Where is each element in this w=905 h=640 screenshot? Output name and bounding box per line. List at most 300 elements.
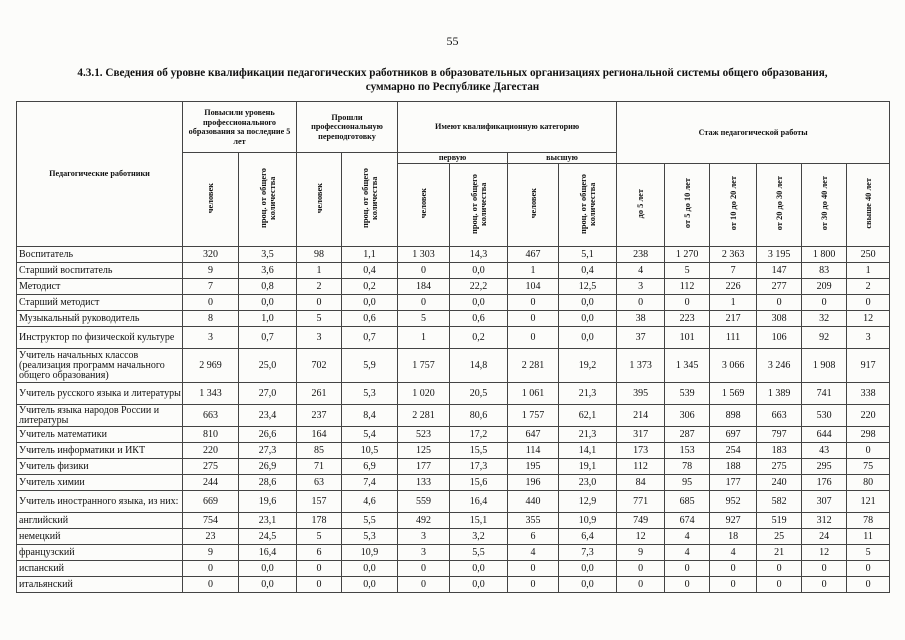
table-cell: 19,6 xyxy=(239,491,297,513)
table-cell: 0 xyxy=(757,295,802,311)
table-cell: 1 020 xyxy=(398,383,450,405)
table-cell: 3 xyxy=(617,279,665,295)
table-cell: 0 xyxy=(508,577,559,593)
table-cell: 157 xyxy=(297,491,342,513)
table-cell: 663 xyxy=(183,405,239,427)
table-cell: 810 xyxy=(183,427,239,443)
table-cell: 26,9 xyxy=(239,459,297,475)
table-cell: 220 xyxy=(183,443,239,459)
table-cell: 1 303 xyxy=(398,247,450,263)
table-cell: 355 xyxy=(508,513,559,529)
table-cell: 21 xyxy=(757,545,802,561)
table-cell: 0 xyxy=(802,295,847,311)
table-cell: 0 xyxy=(398,561,450,577)
table-cell: 287 xyxy=(665,427,710,443)
table-cell: 196 xyxy=(508,475,559,491)
row-label: Учитель химии xyxy=(17,475,183,491)
table-cell: 10,5 xyxy=(342,443,398,459)
table-cell: 308 xyxy=(757,311,802,327)
table-cell: 226 xyxy=(710,279,757,295)
table-cell: 23,4 xyxy=(239,405,297,427)
table-cell: 0 xyxy=(297,295,342,311)
table-cell: 23,1 xyxy=(239,513,297,529)
table-cell: 0 xyxy=(183,577,239,593)
table-cell: 317 xyxy=(617,427,665,443)
table-row xyxy=(17,263,890,279)
table-cell: 5,5 xyxy=(450,545,508,561)
row-label: французский xyxy=(17,545,183,561)
table-cell: 5 xyxy=(297,529,342,545)
table-cell: 3,2 xyxy=(450,529,508,545)
table-cell: 1 373 xyxy=(617,349,665,383)
table-cell: 741 xyxy=(802,383,847,405)
table-cell: 4 xyxy=(665,545,710,561)
table-cell: 0,0 xyxy=(342,577,398,593)
row-label: Инструктор по физической культуре xyxy=(17,327,183,349)
table-cell: 530 xyxy=(802,405,847,427)
row-label: Учитель математики xyxy=(17,427,183,443)
table-cell: 9 xyxy=(617,545,665,561)
table-cell: 0,0 xyxy=(342,561,398,577)
table-cell: 75 xyxy=(847,459,890,475)
table-cell: 84 xyxy=(617,475,665,491)
table-cell: 1,1 xyxy=(342,247,398,263)
table-cell: 121 xyxy=(847,491,890,513)
table-cell: 647 xyxy=(508,427,559,443)
table-cell: 3 xyxy=(398,529,450,545)
table-cell: 0 xyxy=(665,295,710,311)
header-exp-band: до 5 лет xyxy=(617,163,665,247)
table-cell: 220 xyxy=(847,405,890,427)
table-cell: 275 xyxy=(757,459,802,475)
table-cell: 1 xyxy=(297,263,342,279)
table-cell: 250 xyxy=(847,247,890,263)
table-cell: 37 xyxy=(617,327,665,349)
table-cell: 19,2 xyxy=(559,349,617,383)
table-row xyxy=(17,427,890,443)
header-highest: высшую xyxy=(508,153,617,164)
table-cell: 702 xyxy=(297,349,342,383)
table-row xyxy=(17,327,890,349)
table-cell: 0 xyxy=(398,263,450,279)
table-cell: 195 xyxy=(508,459,559,475)
table-cell: 1,0 xyxy=(239,311,297,327)
header-person-1: человек xyxy=(183,153,239,247)
table-cell: 1 908 xyxy=(802,349,847,383)
table-cell: 685 xyxy=(665,491,710,513)
header-exp-band: от 5 до 10 лет xyxy=(665,163,710,247)
table-cell: 244 xyxy=(183,475,239,491)
table-row xyxy=(17,295,890,311)
table-cell: 25,0 xyxy=(239,349,297,383)
row-label: немецкий xyxy=(17,529,183,545)
table-cell: 0 xyxy=(802,577,847,593)
table-cell: 338 xyxy=(847,383,890,405)
table-cell: 177 xyxy=(398,459,450,475)
table-cell: 3 xyxy=(183,327,239,349)
table-cell: 0,7 xyxy=(342,327,398,349)
table-cell: 467 xyxy=(508,247,559,263)
table-cell: 14,3 xyxy=(450,247,508,263)
table-cell: 5,4 xyxy=(342,427,398,443)
header-first: первую xyxy=(398,153,508,164)
row-label: английский xyxy=(17,513,183,529)
table-cell: 0 xyxy=(710,561,757,577)
table-row xyxy=(17,383,890,405)
table-cell: 0 xyxy=(665,561,710,577)
table-cell: 559 xyxy=(398,491,450,513)
header-person-3: человек xyxy=(398,163,450,247)
table-cell: 176 xyxy=(802,475,847,491)
row-label: Старший воспитатель xyxy=(17,263,183,279)
table-cell: 104 xyxy=(508,279,559,295)
table-cell: 114 xyxy=(508,443,559,459)
table-cell: 0 xyxy=(617,295,665,311)
table-cell: 917 xyxy=(847,349,890,383)
header-person-4: человек xyxy=(508,163,559,247)
table-cell: 674 xyxy=(665,513,710,529)
header-exp-band: от 30 до 40 лет xyxy=(802,163,847,247)
table-cell: 21,3 xyxy=(559,383,617,405)
table-cell: 0 xyxy=(508,561,559,577)
table-cell: 15,1 xyxy=(450,513,508,529)
table-row xyxy=(17,279,890,295)
table-cell: 12,5 xyxy=(559,279,617,295)
header-exp-band: от 20 до 30 лет xyxy=(757,163,802,247)
table-cell: 519 xyxy=(757,513,802,529)
table-cell: 2 363 xyxy=(710,247,757,263)
row-label: Воспитатель xyxy=(17,247,183,263)
table-cell: 17,2 xyxy=(450,427,508,443)
table-row xyxy=(17,311,890,327)
table-cell: 28,6 xyxy=(239,475,297,491)
table-cell: 298 xyxy=(847,427,890,443)
table-cell: 275 xyxy=(183,459,239,475)
table-cell: 62,1 xyxy=(559,405,617,427)
table-cell: 0,8 xyxy=(239,279,297,295)
table-cell: 0,0 xyxy=(450,295,508,311)
table-cell: 3 xyxy=(297,327,342,349)
qualification-table xyxy=(16,101,890,593)
table-cell: 133 xyxy=(398,475,450,491)
table-cell: 5,3 xyxy=(342,383,398,405)
table-cell: 2 xyxy=(847,279,890,295)
table-cell: 3 xyxy=(398,545,450,561)
table-cell: 0 xyxy=(183,295,239,311)
table-cell: 147 xyxy=(757,263,802,279)
table-cell: 1 343 xyxy=(183,383,239,405)
table-cell: 6 xyxy=(508,529,559,545)
table-cell: 11 xyxy=(847,529,890,545)
table-cell: 5 xyxy=(297,311,342,327)
table-cell: 4 xyxy=(710,545,757,561)
header-raised-qual: Повысили уровень профессионального образования за последние 5 лет xyxy=(183,102,297,153)
table-cell: 898 xyxy=(710,405,757,427)
table-cell: 10,9 xyxy=(342,545,398,561)
table-row xyxy=(17,545,890,561)
table-cell: 952 xyxy=(710,491,757,513)
row-label: Старший методист xyxy=(17,295,183,311)
header-exp-band: от 10 до 20 лет xyxy=(710,163,757,247)
header-exp-band: свыше 40 лет xyxy=(847,163,890,247)
table-cell: 78 xyxy=(847,513,890,529)
table-cell: 261 xyxy=(297,383,342,405)
row-label: Учитель языка народов России и литературы xyxy=(17,405,183,427)
row-label: Методист xyxy=(17,279,183,295)
header-experience: Стаж педагогической работы xyxy=(617,102,890,164)
table-cell: 238 xyxy=(617,247,665,263)
table-cell: 24 xyxy=(802,529,847,545)
table-cell: 111 xyxy=(710,327,757,349)
table-cell: 539 xyxy=(665,383,710,405)
table-cell: 106 xyxy=(757,327,802,349)
table-row xyxy=(17,577,890,593)
table-cell: 26,6 xyxy=(239,427,297,443)
table-cell: 188 xyxy=(710,459,757,475)
table-cell: 32 xyxy=(802,311,847,327)
table-cell: 0 xyxy=(757,577,802,593)
table-cell: 0 xyxy=(847,295,890,311)
table-row xyxy=(17,405,890,427)
table-cell: 178 xyxy=(297,513,342,529)
table-cell: 1 389 xyxy=(757,383,802,405)
table-cell: 16,4 xyxy=(239,545,297,561)
table-cell: 8,4 xyxy=(342,405,398,427)
title-line-1: 4.3.1. Сведения об уровне квалификации педагогических работников в образовательных организациях региональной системы общего образования, xyxy=(77,67,828,79)
table-cell: 6,9 xyxy=(342,459,398,475)
row-label: испанский xyxy=(17,561,183,577)
table-cell: 0 xyxy=(847,561,890,577)
table-cell: 12 xyxy=(617,529,665,545)
table-cell: 1 xyxy=(508,263,559,279)
header-percent-2: проц. от общего количества xyxy=(342,153,398,247)
table-cell: 0 xyxy=(183,561,239,577)
table-cell: 17,3 xyxy=(450,459,508,475)
table-cell: 797 xyxy=(757,427,802,443)
table-cell: 1 345 xyxy=(665,349,710,383)
table-cell: 5,9 xyxy=(342,349,398,383)
table-cell: 95 xyxy=(665,475,710,491)
table-cell: 0,0 xyxy=(239,295,297,311)
header-percent-3: проц. от общего количества xyxy=(450,163,508,247)
table-cell: 5,1 xyxy=(559,247,617,263)
table-cell: 80 xyxy=(847,475,890,491)
table-cell: 22,2 xyxy=(450,279,508,295)
table-cell: 2 xyxy=(297,279,342,295)
table-row xyxy=(17,491,890,513)
table-cell: 0,6 xyxy=(450,311,508,327)
table-cell: 21,3 xyxy=(559,427,617,443)
table-cell: 14,8 xyxy=(450,349,508,383)
table-cell: 14,1 xyxy=(559,443,617,459)
table-cell: 173 xyxy=(617,443,665,459)
table-cell: 0 xyxy=(757,561,802,577)
table-cell: 12 xyxy=(802,545,847,561)
table-cell: 1 270 xyxy=(665,247,710,263)
table-cell: 4 xyxy=(617,263,665,279)
table-cell: 0,2 xyxy=(450,327,508,349)
table-cell: 3,5 xyxy=(239,247,297,263)
table-cell: 78 xyxy=(665,459,710,475)
table-cell: 15,6 xyxy=(450,475,508,491)
table-cell: 1 061 xyxy=(508,383,559,405)
table-cell: 12,9 xyxy=(559,491,617,513)
table-cell: 0 xyxy=(508,327,559,349)
table-cell: 1 757 xyxy=(508,405,559,427)
table-cell: 754 xyxy=(183,513,239,529)
row-label: Учитель физики xyxy=(17,459,183,475)
table-cell: 2 281 xyxy=(508,349,559,383)
table-cell: 63 xyxy=(297,475,342,491)
row-label: Музыкальный руководитель xyxy=(17,311,183,327)
table-cell: 0 xyxy=(617,577,665,593)
table-cell: 4 xyxy=(665,529,710,545)
table-cell: 0 xyxy=(617,561,665,577)
table-cell: 83 xyxy=(802,263,847,279)
table-cell: 112 xyxy=(665,279,710,295)
table-cell: 582 xyxy=(757,491,802,513)
table-cell: 217 xyxy=(710,311,757,327)
table-cell: 307 xyxy=(802,491,847,513)
table-cell: 306 xyxy=(665,405,710,427)
table-cell: 4 xyxy=(508,545,559,561)
table-cell: 7,3 xyxy=(559,545,617,561)
table-cell: 0 xyxy=(508,311,559,327)
table-cell: 0,0 xyxy=(559,311,617,327)
table-body xyxy=(17,247,890,593)
table-cell: 0 xyxy=(847,577,890,593)
row-label: Учитель начальных классов (реализация программ начального общего образования) xyxy=(17,349,183,383)
table-cell: 0,0 xyxy=(450,263,508,279)
table-cell: 0 xyxy=(665,577,710,593)
table-cell: 43 xyxy=(802,443,847,459)
table-cell: 1 xyxy=(398,327,450,349)
table-cell: 523 xyxy=(398,427,450,443)
table-cell: 277 xyxy=(757,279,802,295)
table-cell: 0,0 xyxy=(559,577,617,593)
table-cell: 7 xyxy=(183,279,239,295)
table-cell: 395 xyxy=(617,383,665,405)
table-cell: 0,0 xyxy=(239,561,297,577)
table-cell: 2 281 xyxy=(398,405,450,427)
table-cell: 3,6 xyxy=(239,263,297,279)
table-cell: 183 xyxy=(757,443,802,459)
table-cell: 440 xyxy=(508,491,559,513)
table-cell: 9 xyxy=(183,263,239,279)
table-cell: 0 xyxy=(398,295,450,311)
table-cell: 320 xyxy=(183,247,239,263)
table-cell: 1 xyxy=(710,295,757,311)
table-cell: 0,0 xyxy=(450,577,508,593)
table-cell: 153 xyxy=(665,443,710,459)
header-percent-1: проц. от общего количества xyxy=(239,153,297,247)
table-cell: 24,5 xyxy=(239,529,297,545)
table-cell: 184 xyxy=(398,279,450,295)
table-cell: 20,5 xyxy=(450,383,508,405)
table-cell: 3 246 xyxy=(757,349,802,383)
header-person-2: человек xyxy=(297,153,342,247)
table-row xyxy=(17,475,890,491)
table-cell: 16,4 xyxy=(450,491,508,513)
table-cell: 0,6 xyxy=(342,311,398,327)
table-cell: 312 xyxy=(802,513,847,529)
table-cell: 6,4 xyxy=(559,529,617,545)
table-cell: 0 xyxy=(508,295,559,311)
table-cell: 237 xyxy=(297,405,342,427)
table-row xyxy=(17,529,890,545)
title-line-2: суммарно по Республике Дагестан xyxy=(365,81,540,93)
table-cell: 214 xyxy=(617,405,665,427)
table-cell: 0,0 xyxy=(342,295,398,311)
table-cell: 71 xyxy=(297,459,342,475)
table-row xyxy=(17,349,890,383)
table-cell: 927 xyxy=(710,513,757,529)
table-cell: 19,1 xyxy=(559,459,617,475)
table-cell: 2 969 xyxy=(183,349,239,383)
page-number: 55 xyxy=(446,34,459,48)
table-cell: 0,0 xyxy=(450,561,508,577)
table-cell: 771 xyxy=(617,491,665,513)
table-cell: 5 xyxy=(398,311,450,327)
header-retrained: Прошли профессиональную переподготовку xyxy=(297,102,398,153)
table-cell: 27,0 xyxy=(239,383,297,405)
table-cell: 0,0 xyxy=(559,295,617,311)
table-cell: 4,6 xyxy=(342,491,398,513)
table-cell: 6 xyxy=(297,545,342,561)
row-label: Учитель иностранного языка, из них: xyxy=(17,491,183,513)
table-cell: 3 066 xyxy=(710,349,757,383)
table-cell: 8 xyxy=(183,311,239,327)
table-cell: 0 xyxy=(297,577,342,593)
table-cell: 0,4 xyxy=(559,263,617,279)
table-row xyxy=(17,561,890,577)
table-cell: 3 195 xyxy=(757,247,802,263)
table-cell: 125 xyxy=(398,443,450,459)
table-cell: 1 800 xyxy=(802,247,847,263)
header-percent-4: проц. от общего количества xyxy=(559,163,617,247)
table-cell: 644 xyxy=(802,427,847,443)
table-cell: 0 xyxy=(802,561,847,577)
table-cell: 85 xyxy=(297,443,342,459)
table-cell: 3 xyxy=(847,327,890,349)
table-cell: 23 xyxy=(183,529,239,545)
table-cell: 0,0 xyxy=(239,577,297,593)
table-cell: 223 xyxy=(665,311,710,327)
table-cell: 1 569 xyxy=(710,383,757,405)
table-cell: 80,6 xyxy=(450,405,508,427)
table-cell: 12 xyxy=(847,311,890,327)
table-cell: 240 xyxy=(757,475,802,491)
table-cell: 0 xyxy=(710,577,757,593)
table-cell: 9 xyxy=(183,545,239,561)
row-label: Учитель информатики и ИКТ xyxy=(17,443,183,459)
table-cell: 23,0 xyxy=(559,475,617,491)
table-row xyxy=(17,443,890,459)
table-cell: 1 757 xyxy=(398,349,450,383)
table-cell: 25 xyxy=(757,529,802,545)
table-cell: 92 xyxy=(802,327,847,349)
table-cell: 0,7 xyxy=(239,327,297,349)
table-cell: 254 xyxy=(710,443,757,459)
table-cell: 27,3 xyxy=(239,443,297,459)
table-cell: 669 xyxy=(183,491,239,513)
table-cell: 7 xyxy=(710,263,757,279)
table-cell: 5 xyxy=(665,263,710,279)
table-cell: 5,5 xyxy=(342,513,398,529)
table-cell: 492 xyxy=(398,513,450,529)
header-have-category: Имеют квалификационную категорию xyxy=(398,102,617,153)
table-cell: 18 xyxy=(710,529,757,545)
